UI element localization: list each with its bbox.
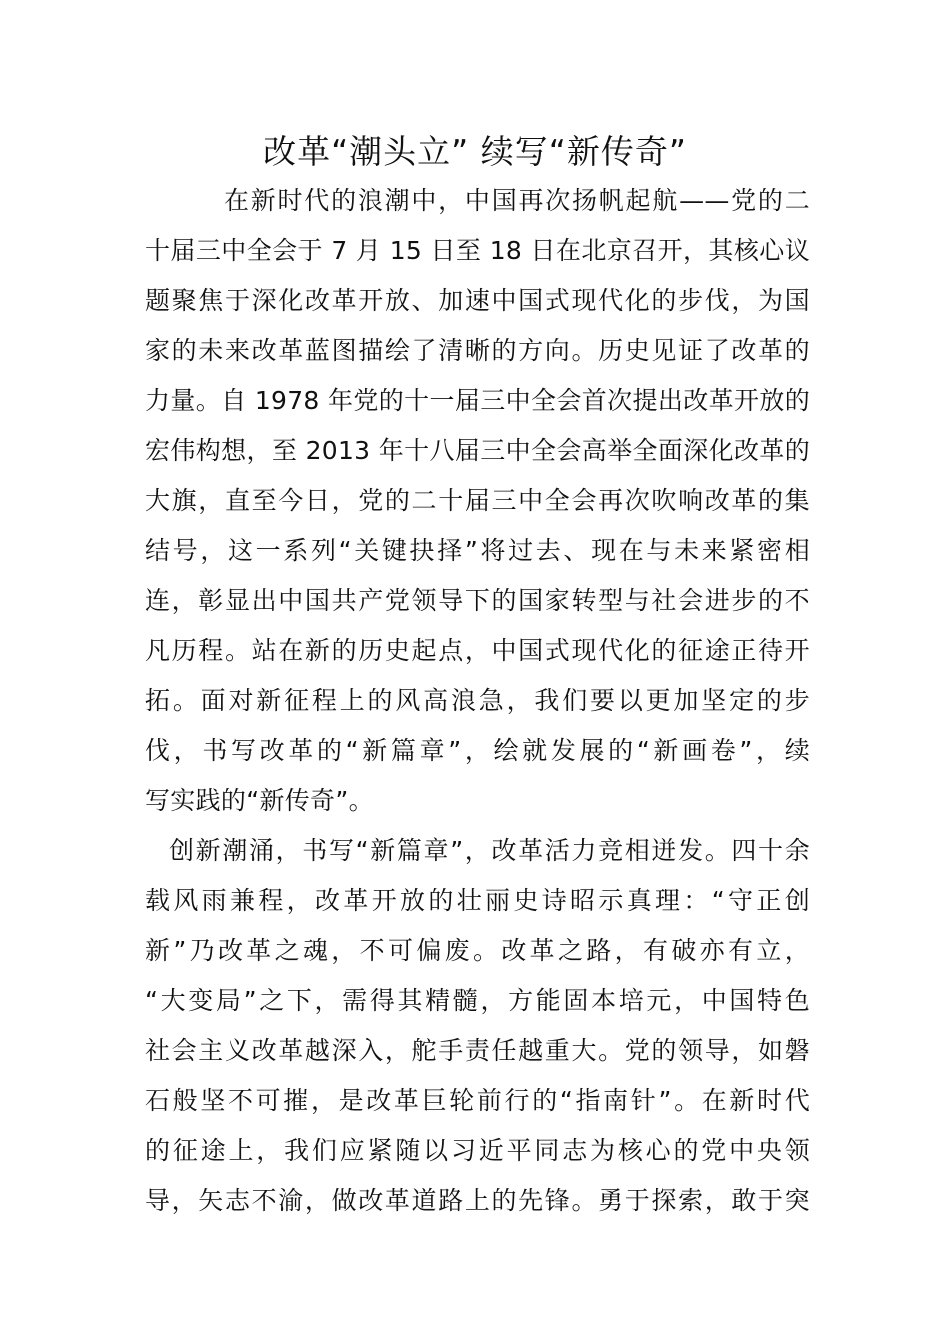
text-line: 十届三中全会于 7 月 15 日至 18 日在北京召开，其核心议 bbox=[145, 236, 810, 265]
text-line: 宏伟构想，至 2013 年十八届三中全会高举全面深化改革的 bbox=[145, 436, 810, 465]
text-line: 力量。自 1978 年党的十一届三中全会首次提出改革开放的 bbox=[145, 386, 810, 415]
text-line: 社会主义改革越深入，舵手责任越重大。党的领导，如磐 bbox=[145, 1036, 810, 1065]
text-line: 的征途上，我们应紧随以习近平同志为核心的党中央领 bbox=[145, 1136, 810, 1165]
text-line: 大旗，直至今日，党的二十届三中全会再次吹响改革的集 bbox=[145, 486, 810, 515]
text-line: 题聚焦于深化改革开放、加速中国式现代化的步伐，为国 bbox=[145, 286, 810, 315]
text-line: 结号，这一系列“关键抉择”将过去、现在与未来紧密相 bbox=[145, 536, 810, 565]
text-line: 石般坚不可摧，是改革巨轮前行的“指南针”。在新时代 bbox=[145, 1086, 810, 1115]
document-body bbox=[145, 176, 810, 1226]
text-line: “大变局”之下，需得其精髓，方能固本培元，中国特色 bbox=[145, 986, 810, 1015]
text-line: 家的未来改革蓝图描绘了清晰的方向。历史见证了改革的 bbox=[145, 336, 810, 365]
text-line: 凡历程。站在新的历史起点，中国式现代化的征途正待开 bbox=[145, 636, 810, 665]
text-line: 新”乃改革之魂，不可偏废。改革之路，有破亦有立， bbox=[145, 936, 810, 965]
text-line: 导，矢志不渝，做改革道路上的先锋。勇于探索，敢于突 bbox=[145, 1186, 810, 1215]
document-title: 改革“潮头立” 续写“新传奇” bbox=[263, 132, 687, 171]
text-line: 载风雨兼程，改革开放的壮丽史诗昭示真理：“守正创 bbox=[145, 886, 810, 915]
paragraph-2 bbox=[145, 826, 810, 1226]
text-line: 写实践的“新传奇”。 bbox=[145, 786, 374, 815]
text-line: 伐，书写改革的“新篇章”，绘就发展的“新画卷”，续 bbox=[145, 736, 810, 765]
paragraph-1 bbox=[145, 176, 810, 826]
text-line: 拓。面对新征程上的风高浪急，我们要以更加坚定的步 bbox=[145, 686, 810, 715]
text-line: 连，彰显出中国共产党领导下的国家转型与社会进步的不 bbox=[145, 586, 810, 615]
text-line: 创新潮涌，书写“新篇章”，改革活力竞相迸发。四十余 bbox=[169, 836, 810, 865]
text-line: 在新时代的浪潮中，中国再次扬帆起航——党的二 bbox=[224, 186, 810, 215]
